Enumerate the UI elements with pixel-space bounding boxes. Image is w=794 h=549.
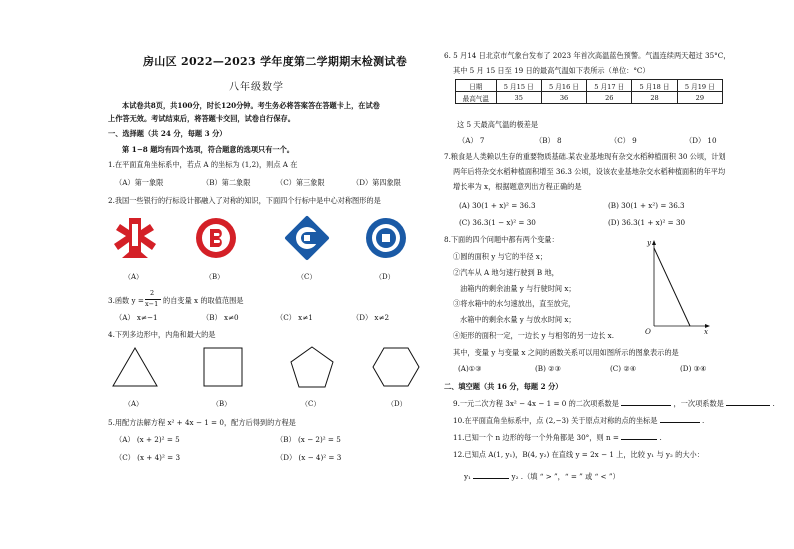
q1-option-c: （C）第三象限 xyxy=(276,178,325,187)
temperature-table-value-row xyxy=(456,92,723,104)
q3-option-d: （D） x≠2 xyxy=(352,313,390,322)
exam-title: 房山区 2022—2023 学年度第二学期期末检测试卷 xyxy=(143,55,407,68)
q8-graph-y-label: y xyxy=(647,238,652,247)
q6-line2: 其中 5 月 15 日至 19 日的最高气温如下表所示（单位：°C） xyxy=(453,66,650,75)
q8-ask: 其中，变量 y 与变量 x 之间的函数关系可以用如图所示的图象表示的是 xyxy=(453,348,679,357)
q8-item-3: ③将水箱中的水匀速放出，直至放完， xyxy=(453,299,576,308)
section1-heading: 一、选择题（共 24 分，每题 3 分） xyxy=(108,129,227,138)
q1-stem: 1.在平面直角坐标系中，若点 A 的坐标为 (1,2)，则点 A 在 xyxy=(108,160,298,169)
q6-option-b: （B） 8 xyxy=(535,136,562,145)
q11-stem-end: . xyxy=(659,433,662,442)
q8-item-3-cont: 水箱中的剩余水量 y 与放水时间 x； xyxy=(460,315,576,324)
table-cell: 35 xyxy=(496,92,541,104)
table-cell: 5 月16 日 xyxy=(541,80,586,92)
q8-item-1: ①圆的面积 y 与它的半径 x； xyxy=(453,252,548,261)
q3-frac-numerator: 2 xyxy=(150,289,155,297)
q4-stem: 4.下列多边形中，内角和最大的是 xyxy=(108,330,216,339)
q2-caption-c: （C） xyxy=(297,273,317,281)
q9-stem-end: . xyxy=(772,399,775,408)
section2-heading: 二、填空题（共 16 分，每题 2 分） xyxy=(444,382,563,391)
table-cell: 36 xyxy=(541,92,586,104)
q7-line1: 7.粮食是人类赖以生存的重要物质基础.某农业基地现有杂交水稻种植面积 30 公顷，计划 xyxy=(444,152,726,161)
q4-caption-a: （A） xyxy=(124,400,144,408)
q9-line xyxy=(453,399,775,408)
bank-logo-a-icon xyxy=(110,216,160,260)
exam-subtitle: 八年级数学 xyxy=(229,82,284,93)
q9-stem-pre: 9.一元二次方程 3x² − 4x − 1 = 0 的二次项系数是 xyxy=(453,399,619,408)
q7-option-d: (D) 36.3(1 + x)² = 30 xyxy=(608,218,686,227)
q7-option-b: (B) 30(1 + x²) = 36.3 xyxy=(608,201,685,210)
q7-option-c: (C) 36.3(1 − x)² = 30 xyxy=(459,218,536,227)
q3-option-a: （A） x≠−1 xyxy=(115,313,158,322)
q12-y1: y₁ xyxy=(464,472,471,481)
q12-blank[interactable] xyxy=(473,472,509,479)
q8-function-graph xyxy=(640,238,712,336)
q9-stem-mid: ，一次项系数是 xyxy=(673,399,724,408)
q6-line1: 6. 5 月14 日北京市气象台发布了 2023 年首次高温蓝色预警。气温连续两天超过 35°C， xyxy=(444,51,731,60)
q11-line xyxy=(453,433,662,442)
q9-blank-2[interactable] xyxy=(726,399,770,406)
q10-line xyxy=(453,416,704,425)
q4-caption-d: （D） xyxy=(387,400,407,408)
q1-option-d: （D）第四象限 xyxy=(352,178,401,187)
table-cell: 5 月19 日 xyxy=(677,80,722,92)
pentagon-shape xyxy=(289,345,335,389)
q11-stem: 11.已知一个 n 边形的每一个外角都是 30°，则 n = xyxy=(453,433,619,442)
temperature-table xyxy=(455,79,723,104)
q8-graph-origin-label: O xyxy=(645,327,651,336)
q6-option-c: （C） 9 xyxy=(610,136,637,145)
q5-option-a: （A） (x + 2)² = 5 xyxy=(115,435,180,444)
q10-blank[interactable] xyxy=(660,416,700,423)
q8-option-d: (D) ③④ xyxy=(680,364,707,373)
q12-hint: .（填 “ > ”，“ = ” 或 “ < ”） xyxy=(520,472,620,481)
q1-option-b: （B）第二象限 xyxy=(202,178,251,187)
q4-caption-c: （C） xyxy=(301,400,321,408)
instructions-line1: 本试卷共8页，共100分，时长120分钟。考生务必将答案答在答题卡上，在试卷 xyxy=(122,101,380,110)
instructions-line2: 上作答无效。考试结束后，将答题卡交回，试卷自行保存。 xyxy=(108,114,295,123)
q3-option-c: （C） x≠1 xyxy=(276,313,313,322)
table-cell: 日期 xyxy=(456,80,497,92)
bank-logo-b-icon xyxy=(194,216,238,260)
table-cell: 5 月17 日 xyxy=(587,80,632,92)
q8-item-2: ②汽车从 A 地匀速行驶到 B 地， xyxy=(453,268,559,277)
q8-option-b: (B) ②③ xyxy=(535,364,562,373)
q2-caption-d: （D） xyxy=(375,273,395,281)
temperature-table-header-row xyxy=(456,80,723,92)
table-cell: 5 月15 日 xyxy=(496,80,541,92)
bank-logo-c-icon xyxy=(285,216,329,260)
bank-logo-d-icon xyxy=(363,216,409,260)
q1-option-a: （A）第一象限 xyxy=(115,178,164,187)
triangle-shape xyxy=(111,346,159,388)
q11-blank[interactable] xyxy=(621,433,657,440)
table-cell: 5 月18 日 xyxy=(632,80,677,92)
q5-option-c: （C） (x + 4)² = 3 xyxy=(115,453,181,462)
q7-line2: 两年后将杂交水稻种植面积增至 36.3 公顷，设该农业基地杂交水稻种植面积的年平均 xyxy=(453,167,726,176)
q7-line3: 增长率为 x，根据题意列出方程正确的是 xyxy=(453,182,582,191)
square-shape xyxy=(203,347,243,387)
q8-item-2-cont: 油箱内的剩余油量 y 与行驶时间 x； xyxy=(460,284,576,293)
q3-stem-pre: 3.函数 y = xyxy=(108,296,144,305)
q8-option-c: (C) ②④ xyxy=(610,364,637,373)
q6-ask: 这 5 天最高气温的极差是 xyxy=(457,120,539,129)
q8-graph-x-label: x xyxy=(704,327,709,336)
hexagon-shape xyxy=(371,346,421,388)
table-cell: 最高气温 xyxy=(456,92,497,104)
q12-line1: 12.已知点 A(1, y₁)，B(4, y₂) 在直线 y = 2x − 1 上，比较 y₁ 与 y₂ 的大小： xyxy=(453,450,704,459)
q10-stem-end: . xyxy=(701,416,705,425)
table-cell: 29 xyxy=(677,92,722,104)
q5-stem: 5.用配方法解方程 x² + 4x − 1 = 0，配方后得到的方程是 xyxy=(108,418,296,427)
q8-stem: 8.下面的四个问题中都有两个变量： xyxy=(444,235,559,244)
q3-stem-post: 的自变量 x 的取值范围是 xyxy=(163,296,244,305)
q2-stem: 2.我国一些银行的行标设计都融入了对称的知识，下面四个行标中是中心对称图形的是 xyxy=(108,196,381,205)
q5-option-b: （B） (x − 2)² = 5 xyxy=(276,435,341,444)
q10-stem: 10.在平面直角坐标系中，点 (2,−3) 关于原点对称的点的坐标是 xyxy=(453,416,658,425)
q8-item-4: ④矩形的面积一定，一边长 y 与相邻的另一边长 x. xyxy=(453,331,615,340)
section1-note: 第 1−8 题均有四个选项，符合题意的选项只有一个。 xyxy=(122,145,294,154)
q2-caption-a: （A） xyxy=(124,273,144,281)
q12-y2: y₂ xyxy=(511,472,519,481)
q3-option-b: （B） x≠0 xyxy=(202,313,239,322)
q8-option-a: (A)①③ xyxy=(458,364,482,373)
q12-line2 xyxy=(464,472,620,481)
table-cell: 28 xyxy=(632,92,677,104)
q5-option-d: （D） (x − 4)² = 3 xyxy=(276,453,342,462)
q6-option-d: （D） 10 xyxy=(685,136,717,145)
q9-blank-1[interactable] xyxy=(621,399,671,406)
q4-caption-b: （B） xyxy=(212,400,232,408)
q7-option-a: (A) 30(1 + x)² = 36.3 xyxy=(459,201,536,210)
q2-caption-b: （B） xyxy=(205,273,225,281)
q6-option-a: （A） 7 xyxy=(458,136,485,145)
q3-frac-denominator: x−1 xyxy=(145,300,159,308)
table-cell: 26 xyxy=(587,92,632,104)
